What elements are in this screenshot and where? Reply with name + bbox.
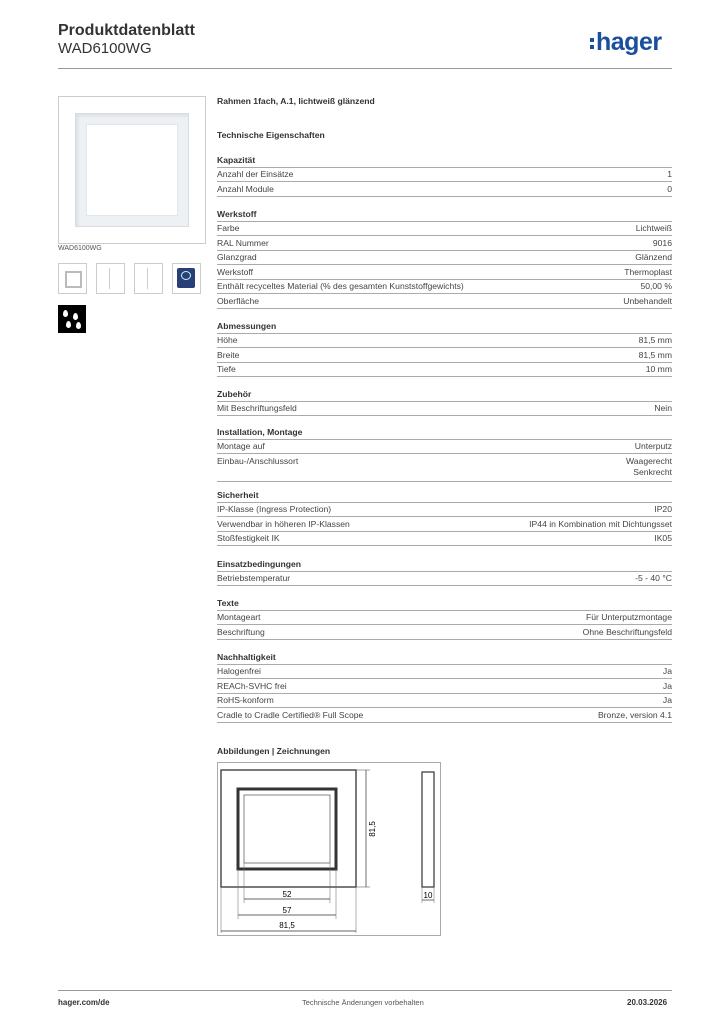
spec-value: Bronze, version 4.1 xyxy=(597,709,672,720)
spec-row xyxy=(217,627,672,640)
thumbnail-certificate[interactable] xyxy=(172,263,201,294)
spec-key: Tiefe xyxy=(217,364,236,375)
dim-inner-label: 52 xyxy=(282,890,292,899)
spec-key: Verwendbar in höheren IP-Klassen xyxy=(217,518,350,529)
spec-value: 10 mm xyxy=(645,364,672,375)
section-heading: Sicherheit xyxy=(217,490,672,503)
spec-key: REACh-SVHC frei xyxy=(217,680,287,691)
water-drops-icon xyxy=(58,305,86,333)
spec-row xyxy=(217,169,672,182)
spec-value-2: Senkrecht xyxy=(633,466,672,477)
spec-row xyxy=(217,681,672,694)
spec-row xyxy=(217,573,672,586)
spec-key: Montageart xyxy=(217,612,261,622)
spec-row xyxy=(217,252,672,265)
spec-value: Glänzend xyxy=(635,252,672,263)
spec-value: Unterputz xyxy=(634,441,672,451)
spec-key: Cradle to Cradle Certified® Full Scope xyxy=(217,709,364,720)
spec-row xyxy=(217,504,672,517)
spec-key: Farbe xyxy=(217,223,240,233)
section-heading: Nachhaltigkeit xyxy=(217,652,672,665)
spec-row xyxy=(217,223,672,236)
spec-key: Höhe xyxy=(217,335,238,345)
spec-value: 81,5 mm xyxy=(638,335,672,345)
spec-row xyxy=(217,296,672,309)
spec-value: 9016 xyxy=(652,237,672,248)
spec-row xyxy=(217,519,672,532)
section-heading: Werkstoff xyxy=(217,209,672,222)
spec-value: IP44 in Kombination mit Dichtungsset xyxy=(529,518,672,529)
spec-row xyxy=(217,710,672,723)
product-image-caption: WAD6100WG xyxy=(58,245,102,252)
footer-website-link[interactable]: hager.com/de xyxy=(58,998,110,1007)
product-code: WAD6100WG xyxy=(58,40,152,57)
frame-opening-inner xyxy=(244,795,330,863)
dimension-drawing xyxy=(218,763,440,935)
spec-key: Anzahl der Einsätze xyxy=(217,169,294,179)
section-heading: Einsatzbedingungen xyxy=(217,559,672,572)
section-heading: Kapazität xyxy=(217,155,672,168)
logo-text: hager xyxy=(596,28,662,56)
spec-row xyxy=(217,184,672,197)
spec-key: Oberfläche xyxy=(217,296,260,306)
spec-row xyxy=(217,350,672,363)
thumbnail-front[interactable] xyxy=(58,263,87,294)
spec-key: Einbau-/Anschlussort xyxy=(217,455,299,466)
spec-value: Ja xyxy=(662,680,672,691)
footer-date: 20.03.2026 xyxy=(627,998,668,1007)
side-profile xyxy=(422,772,434,887)
thumbnail-side-right[interactable] xyxy=(134,263,163,294)
tech-heading: Technische Eigenschaften xyxy=(217,130,325,140)
page-title: Produktdatenblatt xyxy=(58,22,195,39)
section-heading: Texte xyxy=(217,598,672,611)
spec-value: IP20 xyxy=(654,504,672,514)
spec-key: RAL Nummer xyxy=(217,237,269,248)
thumbnail-side-left[interactable] xyxy=(96,263,125,294)
spec-key: Enthält recyceltes Material (% des gesamten Kunststoffgewichts) xyxy=(217,281,464,292)
spec-row xyxy=(217,441,672,454)
section-heading: Zubehör xyxy=(217,389,672,402)
spec-value: 0 xyxy=(667,183,672,194)
spec-value: Lichtweiß xyxy=(635,223,672,233)
product-image xyxy=(58,96,206,244)
spec-value: Für Unterputzmontage xyxy=(586,612,672,622)
spec-key: Beschriftung xyxy=(217,626,265,637)
spec-key: Montage auf xyxy=(217,441,265,451)
certificate-badge-icon xyxy=(177,268,195,288)
spec-value: 1 xyxy=(667,169,672,179)
spec-row xyxy=(217,267,672,280)
spec-key: Werkstoff xyxy=(217,266,253,277)
dim-width-label: 81,5 xyxy=(279,921,295,930)
spec-row xyxy=(217,281,672,294)
logo-dots-icon xyxy=(590,35,595,50)
spec-key: RoHS-konform xyxy=(217,695,274,706)
spec-row xyxy=(217,533,672,546)
spec-key: IP-Klasse (Ingress Protection) xyxy=(217,504,332,514)
spec-value: Ohne Beschriftungsfeld xyxy=(582,626,672,637)
spec-key: Mit Beschriftungsfeld xyxy=(217,403,297,413)
spec-key: Betriebstemperatur xyxy=(217,573,291,583)
spec-row xyxy=(217,335,672,348)
spec-row xyxy=(217,364,672,377)
spec-row xyxy=(217,238,672,251)
spec-key: Stoßfestigkeit IK xyxy=(217,533,280,544)
spec-value: 81,5 mm xyxy=(638,349,672,360)
footer-divider xyxy=(58,990,672,991)
spec-value: 50,00 % xyxy=(640,281,672,292)
spec-value: Nein xyxy=(654,403,672,413)
frame-illustration xyxy=(75,113,189,227)
spec-key: Breite xyxy=(217,349,240,360)
spec-key: Halogenfrei xyxy=(217,666,261,676)
hager-logo xyxy=(590,28,662,57)
spec-row xyxy=(217,666,672,679)
spec-row xyxy=(217,695,672,708)
spec-key: Anzahl Module xyxy=(217,183,274,194)
section-heading: Installation, Montage xyxy=(217,427,672,440)
spec-value: IK05 xyxy=(654,533,672,544)
spec-row xyxy=(217,612,672,625)
header-divider xyxy=(58,68,672,69)
spec-row xyxy=(217,456,672,482)
spec-value: Thermoplast xyxy=(624,266,672,277)
drawings-heading: Abbildungen | Zeichnungen xyxy=(217,746,331,756)
spec-value: Ja xyxy=(662,666,672,676)
spec-value: Unbehandelt xyxy=(623,296,672,306)
dim-height-label: 81,5 xyxy=(368,821,377,837)
dim-depth-label: 10 xyxy=(423,891,433,900)
drawing-frame xyxy=(217,762,441,936)
section-heading: Abmessungen xyxy=(217,321,672,334)
footer-notice: Technische Änderungen vorbehalten xyxy=(302,998,424,1007)
spec-row xyxy=(217,403,672,416)
spec-value: -5 - 40 °C xyxy=(635,573,672,583)
spec-key: Glanzgrad xyxy=(217,252,257,263)
product-name: Rahmen 1fach, A.1, lichtweiß glänzend xyxy=(217,96,375,106)
spec-value: Ja xyxy=(662,695,672,706)
spec-value: Waagerecht xyxy=(625,455,672,466)
dim-middle-label: 57 xyxy=(282,906,292,915)
